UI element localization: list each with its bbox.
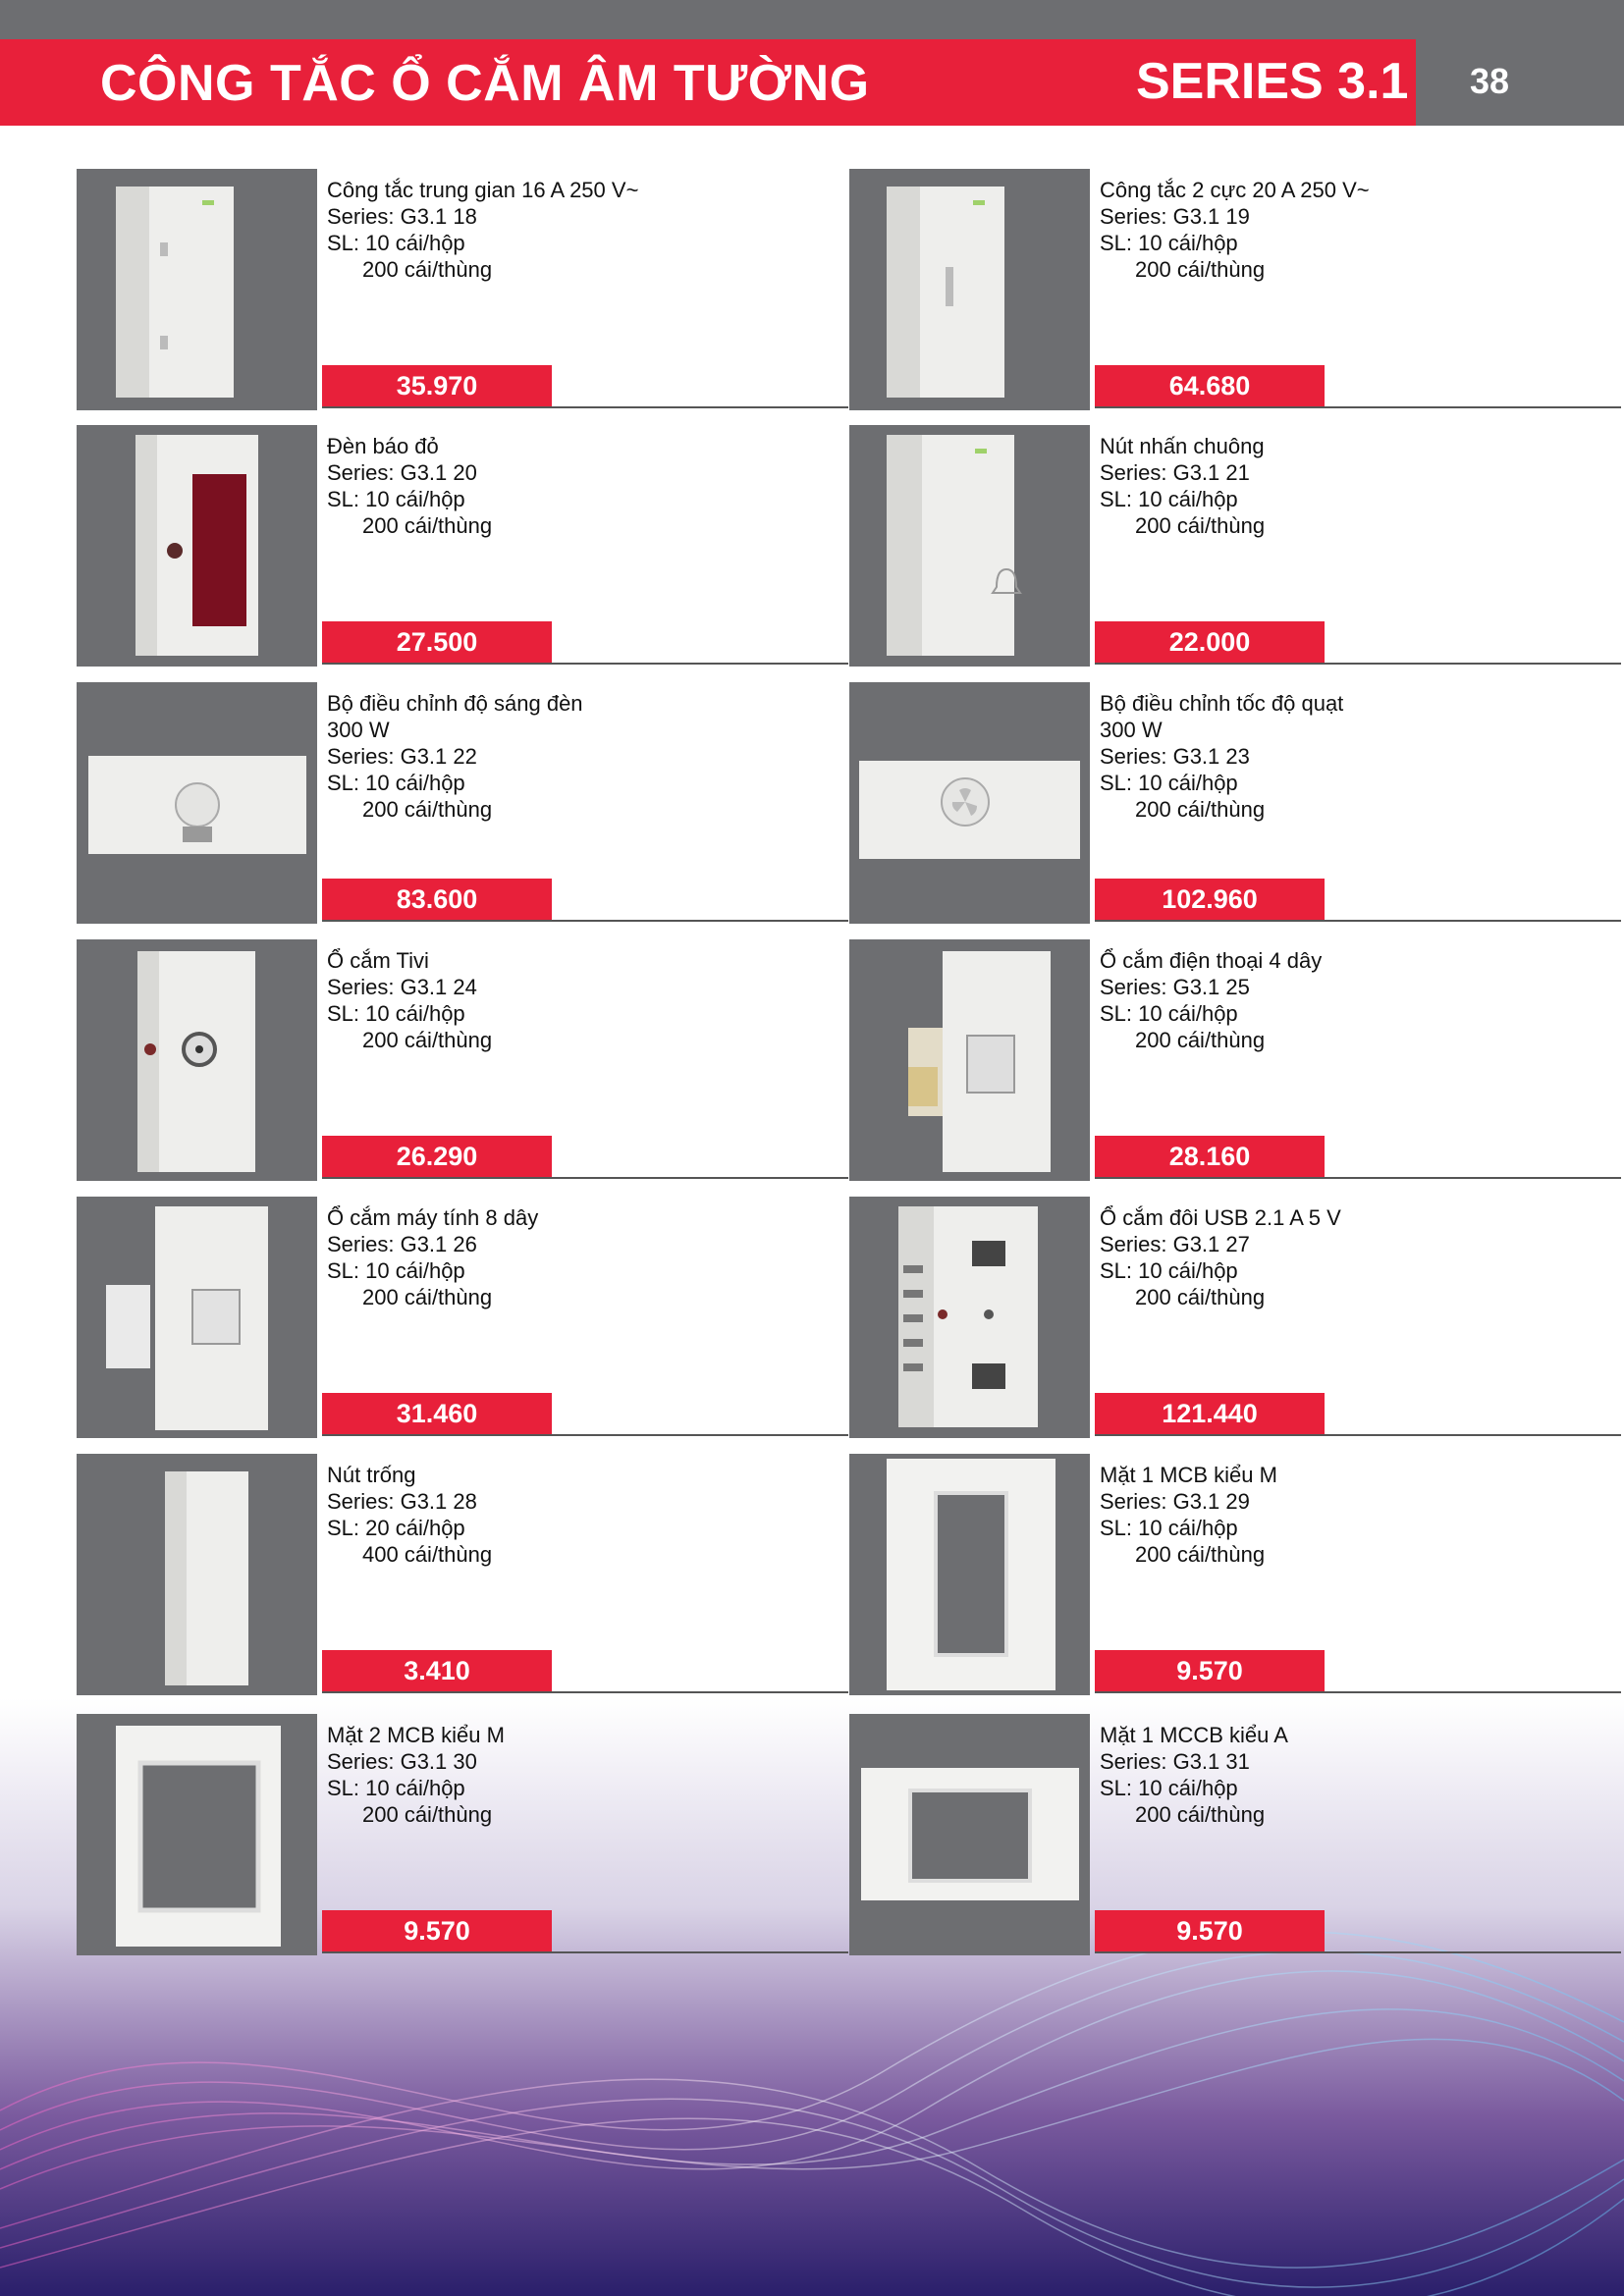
product-series: Series: G3.1 23	[1100, 744, 1250, 769]
product-qty-carton: 200 cái/thùng	[362, 1285, 493, 1309]
product-name: Nút trống	[327, 1463, 416, 1487]
divider	[1095, 1177, 1621, 1179]
product-photo	[77, 1714, 317, 1955]
product-name: Bộ điều chỉnh độ sáng đèn	[327, 691, 583, 716]
product-photo	[77, 425, 317, 667]
tv-socket-icon	[77, 939, 317, 1181]
product-name: Ổ cắm Tivi	[327, 948, 429, 973]
divider	[1095, 1434, 1621, 1436]
product-qty-box: SL: 10 cái/hộp	[327, 771, 465, 795]
divider	[322, 1951, 848, 1953]
product-qty-carton: 200 cái/thùng	[362, 257, 493, 282]
product-info	[327, 1722, 759, 1828]
product-card	[77, 1714, 776, 1955]
divider	[322, 1177, 848, 1179]
product-name: Nút nhấn chuông	[1100, 434, 1265, 458]
product-info	[1100, 1722, 1532, 1828]
product-qty-box: SL: 10 cái/hộp	[1100, 231, 1238, 255]
product-qty-carton: 200 cái/thùng	[1135, 257, 1266, 282]
product-photo	[849, 1197, 1090, 1438]
product-series: Series: G3.1 27	[1100, 1232, 1250, 1256]
product-price: 31.460	[322, 1393, 552, 1434]
product-qty-carton: 200 cái/thùng	[362, 1802, 493, 1827]
page-title: CÔNG TẮC Ổ CẮM ÂM TƯỜNG	[100, 55, 870, 112]
red-indicator-icon	[77, 425, 317, 667]
product-photo	[849, 169, 1090, 410]
product-name: Mặt 2 MCB kiểu M	[327, 1723, 505, 1747]
product-info	[327, 1462, 759, 1568]
product-qty-box: SL: 10 cái/hộp	[1100, 771, 1238, 795]
product-series: Series: G3.1 22	[327, 744, 477, 769]
product-info	[1100, 433, 1532, 539]
product-info	[327, 1204, 759, 1310]
product-photo	[77, 682, 317, 924]
product-price: 9.570	[1095, 1650, 1325, 1691]
product-name: Ổ cắm đôi USB 2.1 A 5 V	[1100, 1205, 1341, 1230]
product-qty-carton: 200 cái/thùng	[1135, 1028, 1266, 1052]
product-price: 64.680	[1095, 365, 1325, 406]
product-photo	[77, 1454, 317, 1695]
product-series: Series: G3.1 24	[327, 975, 477, 999]
product-card	[849, 169, 1548, 410]
product-qty-box: SL: 10 cái/hộp	[1100, 1001, 1238, 1026]
product-extra: 300 W	[327, 718, 390, 742]
product-series: Series: G3.1 20	[327, 460, 477, 485]
divider	[322, 920, 848, 922]
product-series: Series: G3.1 30	[327, 1749, 477, 1774]
usb-socket-icon	[849, 1197, 1090, 1438]
divider	[322, 1691, 848, 1693]
product-series: Series: G3.1 18	[327, 204, 477, 229]
page-number-box	[1416, 39, 1624, 126]
product-qty-carton: 200 cái/thùng	[1135, 513, 1266, 538]
divider	[1095, 1951, 1621, 1953]
product-price: 35.970	[322, 365, 552, 406]
product-series: Series: G3.1 21	[1100, 460, 1250, 485]
divider	[1095, 406, 1621, 408]
fan-regulator-icon	[849, 682, 1090, 924]
dimmer-icon	[77, 682, 317, 924]
product-photo	[77, 939, 317, 1181]
product-qty-box: SL: 10 cái/hộp	[327, 1001, 465, 1026]
product-qty-box: SL: 10 cái/hộp	[1100, 1776, 1238, 1800]
product-qty-carton: 200 cái/thùng	[362, 513, 493, 538]
product-series: Series: G3.1 25	[1100, 975, 1250, 999]
bell-push-icon	[849, 425, 1090, 667]
product-name: Ổ cắm máy tính 8 dây	[327, 1205, 539, 1230]
divider	[1095, 920, 1621, 922]
product-info	[1100, 1204, 1532, 1310]
product-card	[849, 1714, 1548, 1955]
product-extra: 300 W	[1100, 718, 1163, 742]
product-qty-carton: 200 cái/thùng	[362, 1028, 493, 1052]
product-info	[327, 947, 759, 1053]
product-qty-carton: 200 cái/thùng	[362, 797, 493, 822]
product-name: Ổ cắm điện thoại 4 dây	[1100, 948, 1323, 973]
product-name: Công tắc trung gian 16 A 250 V~	[327, 178, 639, 202]
product-info	[1100, 690, 1532, 823]
intermediate-switch-icon	[77, 169, 317, 410]
divider	[1095, 663, 1621, 665]
product-price: 26.290	[322, 1136, 552, 1177]
divider	[322, 406, 848, 408]
product-qty-box: SL: 10 cái/hộp	[1100, 1516, 1238, 1540]
product-card	[849, 682, 1548, 924]
product-price: 3.410	[322, 1650, 552, 1691]
product-qty-box: SL: 10 cái/hộp	[327, 1258, 465, 1283]
product-card	[77, 939, 776, 1181]
divider	[1095, 1691, 1621, 1693]
product-series: Series: G3.1 31	[1100, 1749, 1250, 1774]
product-card	[77, 1454, 776, 1695]
product-photo	[849, 425, 1090, 667]
product-name: Đèn báo đỏ	[327, 434, 439, 458]
product-info	[327, 433, 759, 539]
product-series: Series: G3.1 19	[1100, 204, 1250, 229]
product-qty-box: SL: 10 cái/hộp	[327, 231, 465, 255]
product-info	[1100, 177, 1532, 283]
product-qty-carton: 200 cái/thùng	[1135, 1285, 1266, 1309]
product-info	[327, 690, 759, 823]
product-name: Mặt 1 MCB kiểu M	[1100, 1463, 1277, 1487]
product-photo	[849, 1714, 1090, 1955]
product-card	[849, 939, 1548, 1181]
product-card	[849, 1454, 1548, 1695]
product-qty-carton: 200 cái/thùng	[1135, 1802, 1266, 1827]
product-qty-box: SL: 10 cái/hộp	[1100, 1258, 1238, 1283]
product-photo	[849, 682, 1090, 924]
product-card	[849, 1197, 1548, 1438]
divider	[322, 663, 848, 665]
product-qty-box: SL: 10 cái/hộp	[327, 487, 465, 511]
mccb-plate-icon	[849, 1714, 1090, 1955]
product-series: Series: G3.1 28	[327, 1489, 477, 1514]
product-photo	[77, 1197, 317, 1438]
product-price: 102.960	[1095, 879, 1325, 920]
product-price: 28.160	[1095, 1136, 1325, 1177]
double-pole-switch-icon	[849, 169, 1090, 410]
product-photo	[77, 169, 317, 410]
product-info	[1100, 947, 1532, 1053]
product-price: 27.500	[322, 621, 552, 663]
product-info	[1100, 1462, 1532, 1568]
product-qty-carton: 400 cái/thùng	[362, 1542, 493, 1567]
divider	[322, 1434, 848, 1436]
mcb-plate-1-icon	[849, 1454, 1090, 1695]
product-card	[77, 1197, 776, 1438]
mcb-plate-2-icon	[77, 1714, 317, 1955]
product-price: 121.440	[1095, 1393, 1325, 1434]
product-info	[327, 177, 759, 283]
product-qty-carton: 200 cái/thùng	[1135, 1542, 1266, 1567]
product-price: 9.570	[1095, 1910, 1325, 1951]
product-price: 83.600	[322, 879, 552, 920]
product-price: 22.000	[1095, 621, 1325, 663]
product-series: Series: G3.1 29	[1100, 1489, 1250, 1514]
product-qty-box: SL: 10 cái/hộp	[1100, 487, 1238, 511]
product-name: Công tắc 2 cực 20 A 250 V~	[1100, 178, 1370, 202]
product-name: Mặt 1 MCCB kiểu A	[1100, 1723, 1288, 1747]
product-card	[77, 169, 776, 410]
product-name: Bộ điều chỉnh tốc độ quạt	[1100, 691, 1344, 716]
network-socket-icon	[77, 1197, 317, 1438]
product-qty-carton: 200 cái/thùng	[1135, 797, 1266, 822]
product-series: Series: G3.1 26	[327, 1232, 477, 1256]
product-photo	[849, 1454, 1090, 1695]
product-card	[849, 425, 1548, 667]
product-photo	[849, 939, 1090, 1181]
series-label: SERIES 3.1	[1136, 53, 1409, 110]
product-card	[77, 425, 776, 667]
product-qty-box: SL: 20 cái/hộp	[327, 1516, 465, 1540]
top-gray-bar	[0, 0, 1624, 39]
product-price: 9.570	[322, 1910, 552, 1951]
blank-module-icon	[77, 1454, 317, 1695]
product-qty-box: SL: 10 cái/hộp	[327, 1776, 465, 1800]
product-card	[77, 682, 776, 924]
phone-socket-icon	[849, 939, 1090, 1181]
page-number: 38	[1469, 61, 1510, 101]
